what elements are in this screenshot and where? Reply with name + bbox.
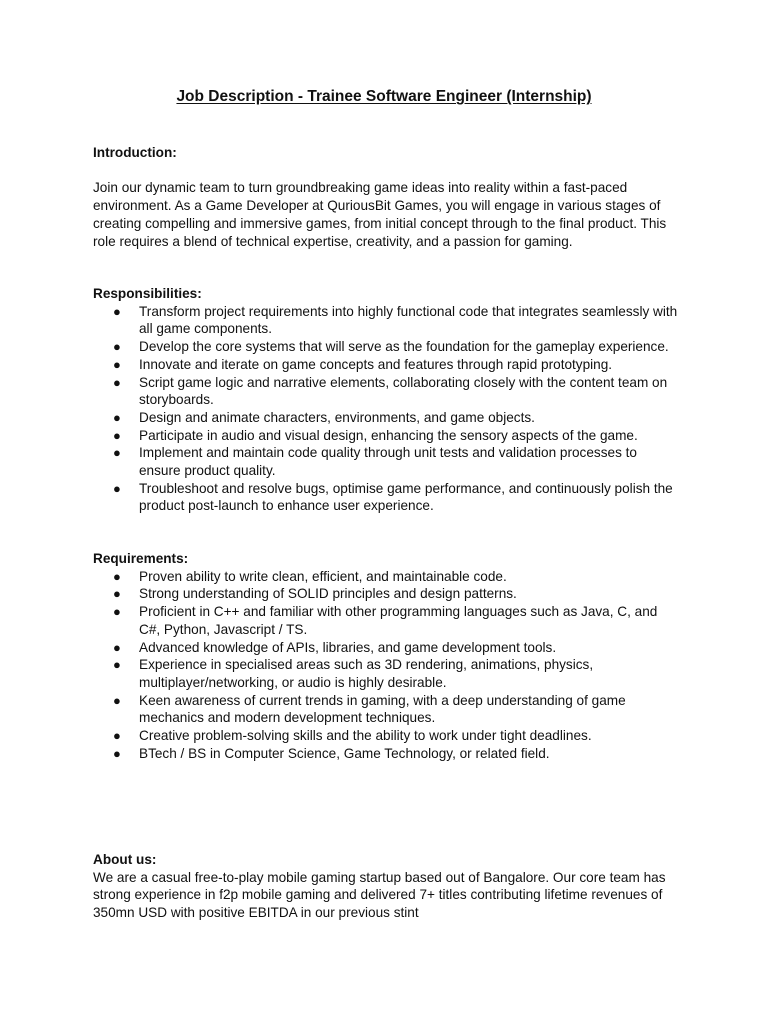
requirements-section [93,550,678,762]
list-item: ● BTech / BS in Computer Science, Game Technology, or related field. [113,745,550,761]
list-item: ● Proficient in C++ and familiar with other programming languages such as Java, C, and C#, Python, Javascript / TS. [113,604,658,637]
list-item: ● Implement and maintain code quality through unit tests and validation processes to ensure product quality. [113,445,637,479]
responsibilities-section [93,285,678,515]
bullet-icon: ● [113,480,121,496]
document-title: Job Description - Trainee Software Engineer (Internship) [176,88,592,105]
bullet-icon: ● [113,374,121,390]
bullet-icon: ● [113,692,121,708]
list-item: ● Innovate and iterate on game concepts and features through rapid prototyping. [113,356,613,372]
list-item: ● Creative problem-solving skills and the ability to work under tight deadlines. [113,728,592,744]
list-item: ● Design and animate characters, environments, and game objects. [113,409,535,425]
bullet-icon: ● [113,409,121,425]
bullet-icon: ● [113,604,121,620]
about-text: We are a casual free-to-play mobile gaming startup based out of Bangalore. Our core team has strong experience in f2p mobile gaming and delivered 7+ titles contributing lifetime revenues of 350mn USD with positive EBITDA in our previous stint [93,869,666,921]
list-item: ● Participate in audio and visual design, enhancing the sensory aspects of the game. [113,427,638,443]
bullet-icon: ● [113,728,121,744]
list-item: ● Troubleshoot and resolve bugs, optimise game performance, and continuously polish the product post-launch to enhance user experience. [113,480,673,514]
list-item: ● Keen awareness of current trends in gaming, with a deep understanding of game mechanics and modern development techniques. [113,692,626,726]
requirements-heading: Requirements: [93,551,189,566]
responsibilities-heading: Responsibilities: [93,286,202,301]
about-section [93,851,678,922]
bullet-icon: ● [113,427,121,443]
list-item: ● Advanced knowledge of APIs, libraries, and game development tools. [113,639,557,655]
list-item: ● Script game logic and narrative elements, collaborating closely with the content team on storyboards. [113,374,668,408]
list-item: ● Transform project requirements into highly functional code that integrates seamlessly with all game components. [113,303,678,337]
introduction-text: Join our dynamic team to turn groundbreaking game ideas into reality within a fast-paced environment. As a Game Developer at QuriousBit Games, you will engage in various stages of creating compelling and immersive games, from initial concept through to the final product. This role requires a blend of technical expertise, creativity, and a passion for gaming. [93,180,667,249]
bullet-icon: ● [113,657,121,673]
bullet-icon: ● [113,339,121,355]
list-item: ● Proven ability to write clean, efficient, and maintainable code. [113,568,507,584]
introduction-heading: Introduction: [93,145,177,160]
bullet-icon: ● [113,568,121,584]
requirements-list [93,568,678,763]
bullet-icon: ● [113,639,121,655]
bullet-icon: ● [113,303,121,319]
list-item: ● Develop the core systems that will serve as the foundation for the gameplay experience. [113,339,669,355]
responsibilities-list [93,303,678,515]
about-heading: About us: [93,852,157,867]
bullet-icon: ● [113,745,121,761]
list-item: ● Strong understanding of SOLID principles and design patterns. [113,586,517,602]
bullet-icon: ● [113,356,121,372]
introduction-section [93,144,678,250]
bullet-icon: ● [113,586,121,602]
list-item: ● Experience in specialised areas such as 3D rendering, animations, physics, multiplayer/networking, or audio is highly desirable. [113,657,594,690]
bullet-icon: ● [113,445,121,461]
